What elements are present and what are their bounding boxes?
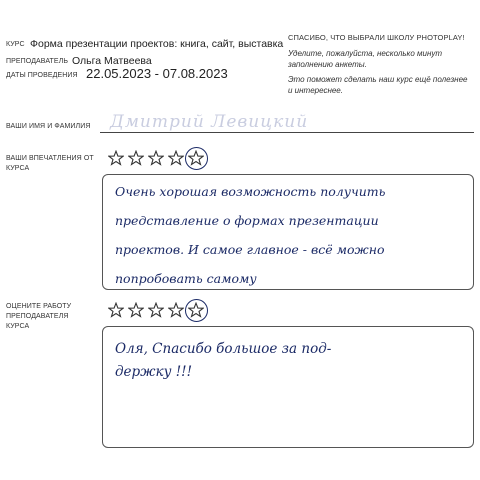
- impressions-line: проектов. И самое главное - всё можно: [115, 242, 385, 257]
- star-icon[interactable]: [148, 302, 164, 318]
- course-value: Форма презентации проектов: книга, сайт, выставка: [30, 38, 284, 50]
- impressions-line: представление о формах презентации: [115, 213, 379, 228]
- star-icon[interactable]: [188, 302, 204, 318]
- rating-circle-mark: [185, 299, 208, 322]
- thanks-title: СПАСИБО, ЧТО ВЫБРАЛИ ШКОЛУ PHOTOPLAY!: [288, 33, 465, 42]
- thanks-line-2: Это поможет сделать наш курс ещё полезнее и интереснее.: [288, 75, 468, 95]
- impressions-line: Очень хорошая возможность получить: [115, 184, 386, 199]
- name-underline: [100, 132, 474, 133]
- teacher-rating-label-1: ОЦЕНИТЕ РАБОТУ: [6, 303, 72, 310]
- star-icon[interactable]: [148, 150, 164, 166]
- teacher-value: Ольга Матвеева: [72, 55, 152, 67]
- teacher-answer-box[interactable]: [102, 326, 474, 448]
- impressions-answer-box[interactable]: [102, 174, 474, 290]
- impressions-line: попробовать самому: [115, 271, 257, 286]
- star-icon[interactable]: [128, 150, 144, 166]
- teacher-label: ПРЕПОДАВАТЕЛЬ: [6, 58, 69, 65]
- thanks-line-1: Уделите, пожалуйста, несколько минут заполнению анкеты.: [288, 49, 443, 69]
- teacher-rating-label-3: КУРСА: [6, 323, 30, 330]
- impressions-label-1: ВАШИ ВПЕЧАТЛЕНИЯ ОТ: [6, 155, 94, 162]
- impressions-star-rating[interactable]: [108, 150, 204, 166]
- teacher-rating-label-2: ПРЕПОДАВАТЕЛЯ: [6, 313, 69, 320]
- dates-value: 22.05.2023 - 07.08.2023: [86, 66, 228, 81]
- teacher-feedback-line: Оля, Спасибо большое за под-: [115, 341, 332, 357]
- impressions-label-2: КУРСА: [6, 165, 30, 172]
- star-icon[interactable]: [108, 302, 124, 318]
- star-icon[interactable]: [188, 150, 204, 166]
- star-icon[interactable]: [168, 150, 184, 166]
- course-label: КУРС: [6, 41, 25, 48]
- star-icon[interactable]: [108, 150, 124, 166]
- name-label: ВАШИ ИМЯ И ФАМИЛИЯ: [6, 123, 91, 130]
- rating-circle-mark: [185, 147, 208, 170]
- star-icon[interactable]: [128, 302, 144, 318]
- star-icon[interactable]: [168, 302, 184, 318]
- teacher-star-rating[interactable]: [108, 302, 204, 318]
- teacher-feedback-line: держку !!!: [115, 364, 192, 380]
- name-value: Дмитрий Левицкий: [110, 112, 309, 132]
- dates-label: ДАТЫ ПРОВЕДЕНИЯ: [6, 72, 78, 79]
